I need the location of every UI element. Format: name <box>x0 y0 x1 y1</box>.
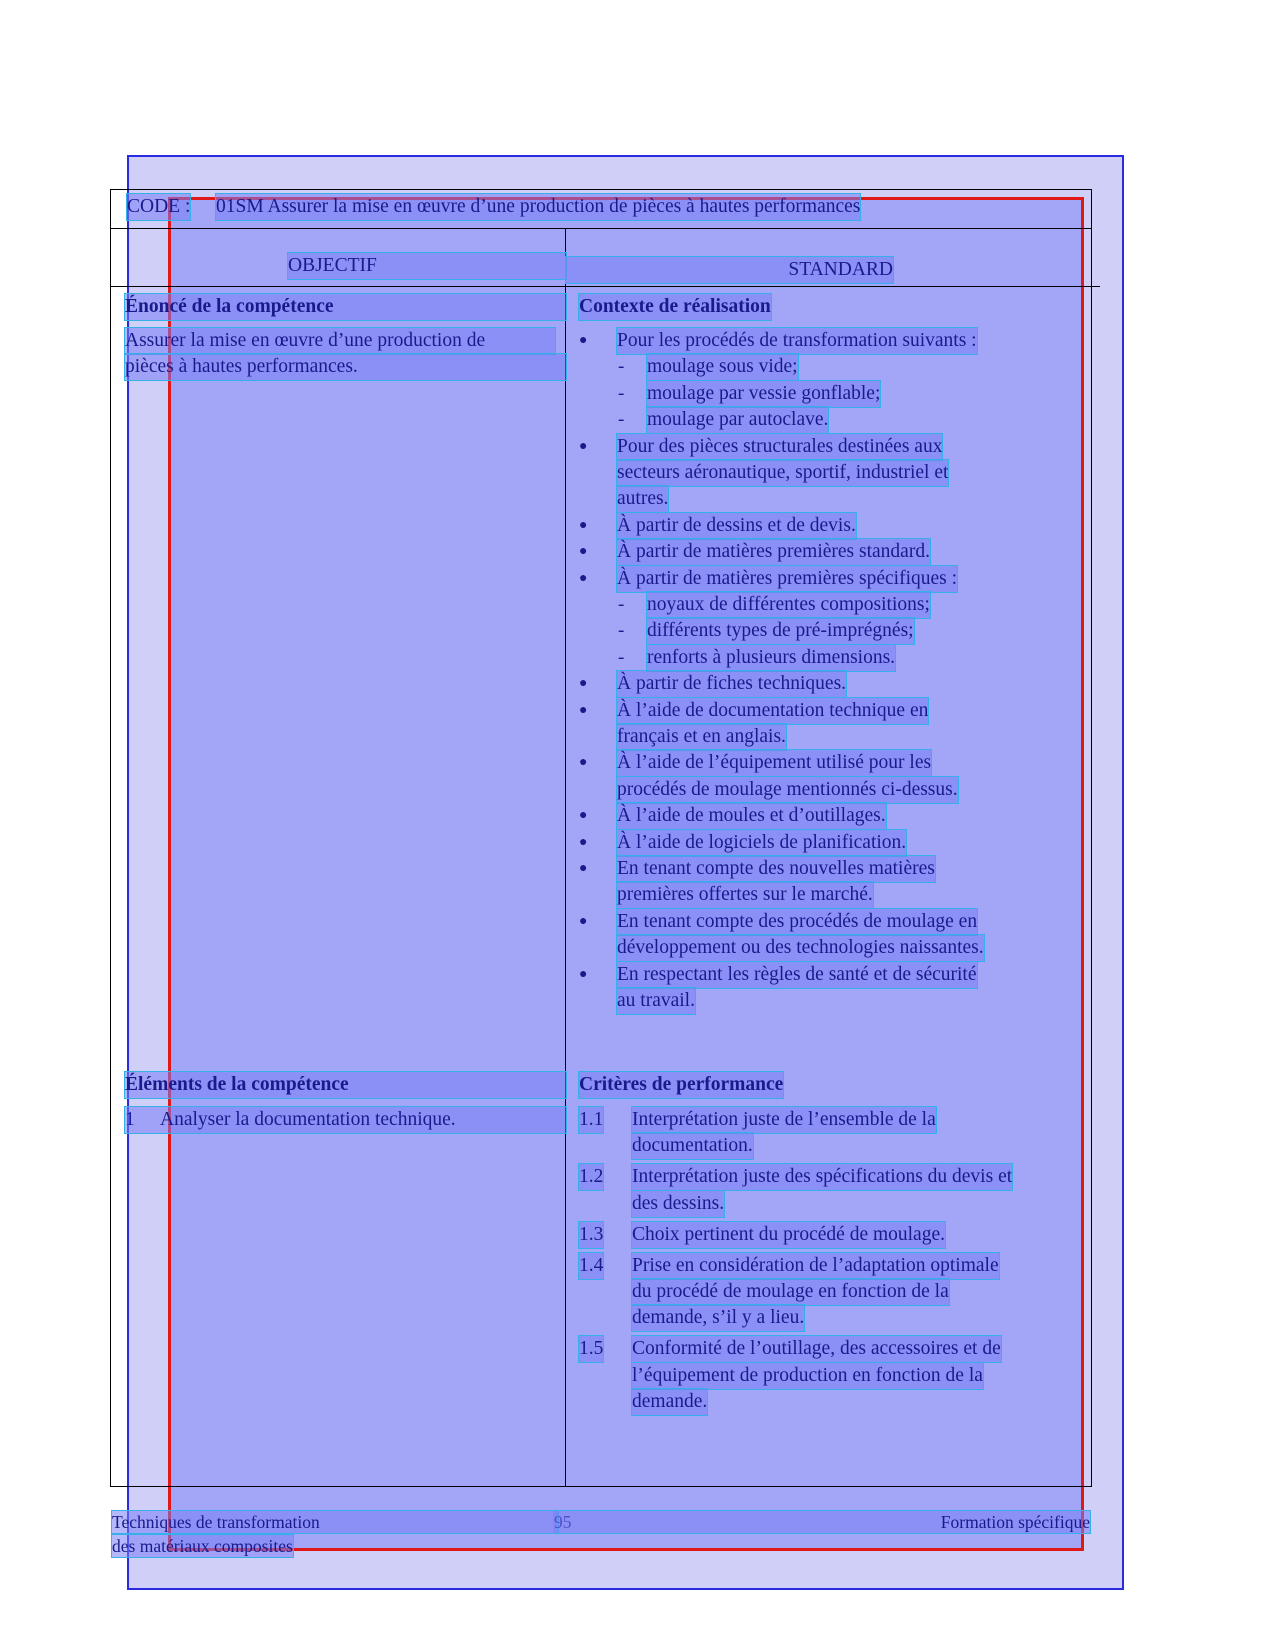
footer-formation: Formation spécifique <box>554 1511 1090 1533</box>
contexte-item-line: Pour les procédés de transformation suivants : <box>617 328 977 354</box>
contexte-item-line: premières offertes sur le marché. <box>617 882 873 908</box>
bullet-icon: ● <box>579 966 588 982</box>
criterion-text-line: documentation. <box>632 1133 753 1159</box>
criterion-text-line: Prise en considération de l’adaptation optimale <box>632 1253 999 1279</box>
elements-heading: Éléments de la compétence <box>125 1072 566 1098</box>
criterion-text-line: l’équipement de production en fonction de la <box>632 1363 983 1389</box>
bullet-icon: ● <box>579 702 588 718</box>
bullet-icon: ● <box>579 913 588 929</box>
contexte-subitem: moulage par autoclave. <box>647 407 828 433</box>
contexte-item-line: secteurs aéronautique, sportif, industriel et <box>617 460 948 486</box>
contexte-item-line: En respectant les règles de santé et de sécurité <box>617 962 977 988</box>
criterion-text-line: Interprétation juste de l’ensemble de la <box>632 1107 936 1133</box>
element-number: 1 <box>125 1109 135 1130</box>
bullet-icon: ● <box>579 333 588 348</box>
bullet-icon: ● <box>579 808 588 824</box>
enonce-heading: Énoncé de la compétence <box>125 294 566 320</box>
criterion-number: 1.5 <box>579 1336 603 1362</box>
element-text: Analyser la documentation technique. <box>160 1109 456 1130</box>
contexte-item-line: En tenant compte des procédés de moulage en <box>617 909 977 935</box>
dash-icon: - <box>618 620 625 642</box>
contexte-item-line: Pour des pièces structurales destinées aux <box>617 434 942 460</box>
contexte-subitem: différents types de pré-imprégnés; <box>647 618 914 644</box>
contexte-subitem: moulage sous vide; <box>647 354 798 380</box>
element-item <box>125 1107 566 1133</box>
contexte-item-line: En tenant compte des nouvelles matières <box>617 856 935 882</box>
contexte-item-line: autres. <box>617 486 668 512</box>
contexte-item-line: procédés de moulage mentionnés ci-dessus. <box>617 777 958 803</box>
code-label: CODE : <box>127 194 190 220</box>
criterion-text-line: Choix pertinent du procédé de moulage. <box>632 1222 945 1248</box>
enonce-text-line: Assurer la mise en œuvre d’une production de <box>125 328 555 354</box>
bullet-icon: ● <box>579 438 588 454</box>
criterion-number: 1.1 <box>579 1107 603 1133</box>
enonce-text-line: pièces à hautes performances. <box>125 354 566 380</box>
criterion-text-line: demande. <box>632 1389 707 1415</box>
contexte-item-line: À partir de matières premières spécifiques : <box>617 566 957 592</box>
bullet-icon: ● <box>579 676 588 692</box>
dash-icon: - <box>618 382 625 404</box>
competency-code-title: 01SM Assurer la mise en œuvre d’une production de pièces à hautes performances <box>216 194 860 220</box>
criterion-number: 1.3 <box>579 1222 603 1248</box>
dash-icon: - <box>618 356 625 378</box>
contexte-heading: Contexte de réalisation <box>579 294 771 320</box>
contexte-item-line: français et en anglais. <box>617 724 786 750</box>
criterion-text-line: demande, s’il y a lieu. <box>632 1305 804 1331</box>
dash-icon: - <box>618 646 625 668</box>
footer-program-line2: des matériaux composites <box>112 1536 293 1556</box>
criteres-heading: Critères de performance <box>579 1072 783 1098</box>
bullet-icon: ● <box>579 834 588 850</box>
objectif-header: OBJECTIF <box>288 253 566 279</box>
bullet-icon: ● <box>579 544 588 560</box>
footer-program: Techniques de transformation <box>112 1511 558 1533</box>
contexte-item-line: À l’aide de logiciels de planification. <box>617 830 906 856</box>
contexte-subitem: moulage par vessie gonflable; <box>647 381 880 407</box>
bullet-icon: ● <box>579 570 588 586</box>
bullet-icon: ● <box>579 861 588 876</box>
criterion-text-line: des dessins. <box>632 1191 724 1217</box>
contexte-item-line: À l’aide de l’équipement utilisé pour les <box>617 750 931 776</box>
contexte-item-line: À l’aide de documentation technique en <box>617 698 928 724</box>
column-divider <box>565 228 566 1487</box>
criterion-number: 1.2 <box>579 1164 603 1190</box>
contexte-item-line: À l’aide de moules et d’outillages. <box>617 803 886 829</box>
dash-icon: - <box>618 594 625 615</box>
contexte-subitem: noyaux de différentes compositions; <box>647 592 930 618</box>
criterion-text-line: Interprétation juste des spécifications du devis et <box>632 1164 1012 1190</box>
contexte-subitem: renforts à plusieurs dimensions. <box>647 645 895 671</box>
criterion-text-line: du procédé de moulage en fonction de la <box>632 1279 949 1305</box>
bullet-icon: ● <box>579 755 588 771</box>
contexte-item-line: À partir de matières premières standard. <box>617 539 930 565</box>
contexte-item-line: À partir de fiches techniques. <box>617 671 846 697</box>
criterion-number: 1.4 <box>579 1253 603 1279</box>
table-divider <box>110 228 1092 229</box>
standard-header: STANDARD <box>566 257 893 283</box>
dash-icon: - <box>618 409 625 431</box>
table-divider <box>110 286 1100 287</box>
contexte-item-line: À partir de dessins et de devis. <box>617 513 856 539</box>
bullet-icon: ● <box>579 517 588 533</box>
criterion-text-line: Conformité de l’outillage, des accessoires et de <box>632 1336 1001 1362</box>
contexte-item-line: au travail. <box>617 988 695 1014</box>
contexte-item-line: développement ou des technologies naissantes. <box>617 935 984 961</box>
